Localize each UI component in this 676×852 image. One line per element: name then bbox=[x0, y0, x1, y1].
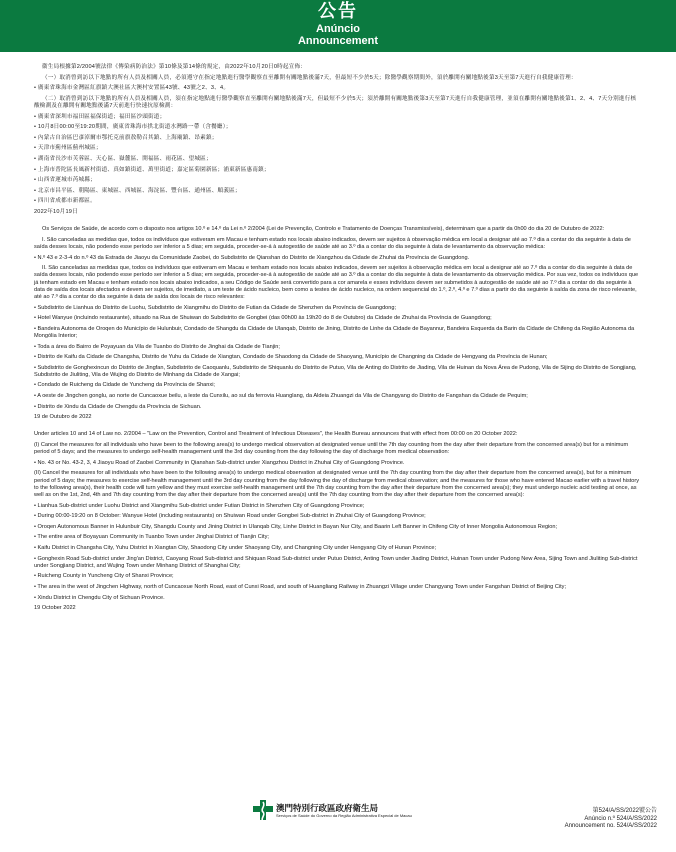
pt-intro: Os Serviços de Saúde, de acordo com o disposto nos artigos 10.º e 14.º da Lei n.º 2/2004 (Lei de Prevenção, Controlo e Tratamento de Doenças Transmissíveis), determinam que a partir da 0h00 do dia 20 de Outubro de 2022: bbox=[42, 226, 605, 233]
list-item: • 上海市普陀區長風新村街道、真如鎮街道、萬里街道；嘉定區菊園新區；浦東新區惠南鎮； bbox=[34, 166, 270, 173]
title-chinese: 公告 bbox=[318, 1, 358, 21]
zh-item-2: （二）取消曾到訪以下地點的所有人員及相關人員，須在指定地點進行醫學觀察直至離開有關地點後滿7天，但最短不少於5天；須於離開有關地點後第3天至第7天進行自我健康管理，並須在離開有關地點後第1、2、4、7天分別進行核酸檢測及在離開有關地點後滿7天前進行快速抗原檢測： bbox=[34, 95, 637, 109]
list-item: • 四川省成都市新都區。 bbox=[34, 198, 96, 205]
list-item: • No. 43 or No. 43-2, 3, 4 Jiaoyu Road of Zaobei Community in Qianshan Sub-district under Xiangzhou District in Zhuhai City of Guangdong Province. bbox=[34, 459, 405, 466]
en-item-2: (II) Cancel the measures for all individuals who have been to the following area(s) to undergo medical observation at designated venue until the 7th day counting from the day after their departure from the concerned area(s), but for a minimum period of 5 days; the measures to exercise self-health management until the 3rd day counting from the day following the day of discharge from medical observation; and the measures for those who have entered Macao earlier with a travel history to the following area(s), their health code will turn yellow and they must exercise self-health management until the 7th day counting from the day after their departure from the concerned area(s); they must undergo nucleic acid testing at once, as well as on the 1st, 2nd, 4th and 7th day counting from the day after their departure from the concerned area(s) until the 7th day counting from the day after their departure from the concerned area(s): bbox=[34, 470, 640, 499]
list-item: • The area in the west of Jingchen Highway, north of Cuncaoxue North Road, east of Cunxi Road, and south of Huangliang Railway in Zhuangzi Village under Changyang Town under Fangshan District of Beijing City; bbox=[34, 584, 567, 591]
list-item: • Kaifu District in Changsha City, Yuhu District in Xiangtan City, Shaodong City under Shaoyang City, and Changning City under Hengyang City of Hunan Province; bbox=[34, 545, 437, 552]
announcement-reference bbox=[565, 808, 657, 831]
en-date: 19 October 2022 bbox=[34, 605, 76, 612]
chinese-section bbox=[34, 64, 640, 216]
list-item: • Distrito de Xindu da Cidade de Chengdu da Província de Sichuan. bbox=[34, 403, 202, 410]
list-item: • Subdistrito de Lianhua do Distrito de Luohu, Subdistrito de Xiangmihu do Distrito de Futian da Cidade de Shenzhen da Província de Guangdong; bbox=[34, 304, 397, 311]
en-bullet-list-2 bbox=[34, 503, 640, 602]
org-name-portuguese: Serviços de Saúde do Governo da Região Administrativa Especial de Macau bbox=[276, 813, 412, 818]
list-item: • 10月8日00:00至19:20期間，廣東省珠海市拱北街道水灣路一帶（含餐廳）； bbox=[34, 124, 232, 131]
en-bullet-list-1 bbox=[34, 460, 640, 467]
list-item: • 山西省運城市芮城縣； bbox=[34, 177, 96, 184]
list-item: • Ruicheng County in Yuncheng City of Shanxi Province; bbox=[34, 573, 174, 580]
title-english: Announcement bbox=[297, 35, 379, 47]
list-item: • 廣東省珠海市金灣區紅旗鎮大澳社區大澳村安置區43號、43號之2、3、4。 bbox=[34, 85, 230, 92]
list-item: • Condado de Ruicheng da Cidade de Yuncheng da Província de Shanxi; bbox=[34, 382, 215, 389]
org-name-chinese: 澳門特別行政區政府衛生局 bbox=[276, 803, 379, 813]
list-item: • Xindu District in Chengdu City of Sichuan Province. bbox=[34, 594, 165, 601]
en-item-1: (I) Cancel the measures for all individuals who have been to the following area(s) to undergo medical observation at designated venue until the 7th day counting from the day after their departure from the concerned area(s) but for a minimum period of 5 days; and the measures to undergo self-health management until the 3rd day counting from the day following the day of discharge from medical observation: bbox=[34, 442, 629, 456]
announcement-header bbox=[0, 0, 676, 52]
list-item: • 廣東省深圳市福田區福保街道；福田區沙頭街道； bbox=[34, 113, 166, 120]
portuguese-section bbox=[34, 226, 640, 421]
list-item: • 天津市薊州區薊州城區； bbox=[34, 145, 102, 152]
title-portuguese: Anúncio bbox=[316, 23, 360, 35]
pt-bullet-list-1 bbox=[34, 255, 640, 262]
list-item: • Distrito de Kaifu da Cidade de Changsha, Distrito de Yuhu da Cidade de Xiangtan, Condado de Shaodong da Cidade de Shaoyang, Município de Changning da Cidade de Hengyang da Província de Hunan; bbox=[34, 354, 548, 361]
list-item: • 內蒙古自治區巴彥淖爾市鄂托克前旗敖勒召其鎮、上海廟鎮、昂素鎮； bbox=[34, 134, 218, 141]
list-item: • Bandeira Autonoma de Oroqen do Município de Hulunbuir, Condado de Shangdu da Cidade de Ulanqab, Distrito de Jining, Distrito de Linhe da Cidade de Bayannur, Bandeira Esquerda da Barin da Cidade de Chifeng da Região Autonoma da Mongólia Interior; bbox=[34, 325, 635, 339]
list-item: • A oeste de Jingchen gonglu, ao norte de Cuncaoxue beilu, a leste da Cunxilu, ao sul da ferrovia Huanglang, da Aldeia Zhuangzi da Vila de Changyang do Distrito de Fangshan da Cidade de Pequim; bbox=[34, 393, 528, 400]
pt-item-2: II. São canceladas as medidas que, todos os indivíduos que estiveram em Macau e tenham estado nos locais abaixo indicados, devem ser sujeitos à observação médica em local a designar até ao 7.º dia a contar do dia seguinte à data de saída desses locais, não podendo esse período ser inferior a 5 dias; em seguida, proceder-se-á à autogestão de saúde até ao 3.º dia a contar do dia seguinte à data de levantamento da observação médica. Por sua vez, todos os indivíduos que já tenham estado em Macau e tenham estado nos locais abaixo indicados, a seu Código de Saúde será convertido para a cor amarela e esses indivíduos devem ser submetidos à autogestão de saúde até ao 7.º dia a contar do dia seguinte à data de saída dos locais afectados e devem ser sujeitos, de imediato, a um teste de ácido nucleico, bem como a testes de ácido nucleico, na ordem sequencial do 1.º, 2.º, 4.º e 7.º dias a partir do dia seguinte à saída da zona de risco relevante, até ao 7.º dia a contar do dia seguinte à data de saída dos locais de risco relevantes: bbox=[34, 265, 639, 300]
zh-bullet-list-2 bbox=[34, 114, 640, 206]
ref-portuguese: Anúncio n.º 524/A/SS/2022 bbox=[584, 815, 657, 822]
list-item: • 湖南省長沙市芙蓉區、天心區、嶽麓區、開福區、雨花區、望城區； bbox=[34, 155, 212, 162]
list-item: • Gonghexin Road Sub-district under Jing'an District, Caoyang Road Sub-district and Shiquan Road Sub-district under Putuo District, Anting Town under Jiading District, Huinan Town under Pudong New Area, Sijing Town and Jiuliting Sub-district under Songjiang District, and Wujing Town under Minhang District of Shanghai City; bbox=[34, 555, 638, 569]
announcement-body bbox=[0, 52, 676, 612]
health-bureau-signature bbox=[253, 800, 453, 830]
health-bureau-logo-icon bbox=[253, 800, 273, 824]
list-item: • During 00:00-19:20 on 8 October: Wanyue Hotel (including restaurants) on Shuiwan Road under Gongbei Sub-district in Zhuhai City of Guangdong Province; bbox=[34, 513, 426, 520]
pt-bullet-list-2 bbox=[34, 305, 640, 411]
list-item: • Lianhua Sub-district under Luohu District and Xiangmihu Sub-district under Futian District in Shenzhen City of Guangdong Province; bbox=[34, 502, 365, 509]
pt-item-1: I. São canceladas as medidas que, todos os indivíduos que estiveram em Macau e tenham estado nos locais abaixo indicados, devem ser sujeitos à observação médica em local a designar até ao 7.º dia a contar do dia seguinte à data de saída desses locais, não podendo esse período ser inferior a 5 dias; em seguida, proceder-se-á à autogestão de saúde até ao 3.º dia a contar do dia seguinte à data de levantamento da observação médica: bbox=[34, 236, 631, 250]
list-item: • Oroqen Autonomous Banner in Hulunbuir City, Shangdu County and Jining District in Ulanqab City, Linhe District in Bayan Nur City, and Baarin Left Banner in Chifeng City of Inner Mongolia Autonomous Region; bbox=[34, 523, 558, 530]
list-item: • The entire area of Boyayuan Community in Tuanbo Town under Jinghai District of Tianjin City; bbox=[34, 534, 269, 541]
zh-item-1: （一）取消曾到訪以下地點的所有人員及相關人員，必須遵守在指定地點進行醫學觀察直至離開有關地點後滿7天，但最短不少於5天；除醫學觀察期間外，須於離開有關地點後第3天至第7天進行自我健康管理： bbox=[42, 74, 577, 81]
ref-chinese: 第524/A/SS/2022號公告 bbox=[592, 808, 657, 814]
list-item: • Toda a área do Bairro de Poyayuan da Vila de Tuanbo do Distrito de Jinghai da Cidade de Tianjin; bbox=[34, 343, 280, 350]
list-item: • Subdistrito de Gonghexincun do Distrito de Jingfan, Subdistrito de Caoquanlu, Subdistrito de Shiquanlu do Distrito de Putuo, Vila de Anting do Distrito de Jiading, Vila de Huinan da Nova Área de Pudong, Vila de Sijing do Distrito de Songjiang, Subdistrito de Jiuliting, Vila de Wujing do Distrito de Minhang da Cidade de Xangai; bbox=[34, 364, 637, 378]
english-section bbox=[34, 431, 640, 612]
list-item: • Hotel Wanyue (incluindo restaurante), situado na Rua de Shuiwan do Subdistrito de Gongbei (das 00h00 às 19h20 do 8 de Outubro) da Cidade de Zhuhai da Província de Guangdong; bbox=[34, 315, 492, 322]
zh-bullet-list-1 bbox=[34, 85, 640, 92]
zh-date: 2022年10月19日 bbox=[34, 208, 78, 215]
zh-intro: 衞生局根據第2/2004號法律《傳染病防治法》第10條及第14條的規定，由2022年10月20日0時起宣佈： bbox=[42, 64, 307, 70]
list-item: • 北京市昌平區、朝陽區、東城區、西城區、海淀區、豐台區、通州區、順義區； bbox=[34, 187, 241, 194]
ref-english: Announcement no. 524/A/SS/2022 bbox=[564, 823, 657, 830]
pt-date: 19 de Outubro de 2022 bbox=[34, 414, 92, 421]
en-intro: Under articles 10 and 14 of Law no. 2/2004 – "Law on the Prevention, Control and Treatment of Infectious Diseases", the Health Bureau announces that with effect from 00:00 on 20 October 2022: bbox=[34, 431, 518, 438]
list-item: • N.º 43 e 2-3-4 do n.º 43 da Estrada de Jiaoyu da Comunidade Zaobei, do Subdistrito de Qianshan do Distrito de Xiangzhou da Cidade de Zhuhai da Província de Guangdong. bbox=[34, 254, 470, 261]
